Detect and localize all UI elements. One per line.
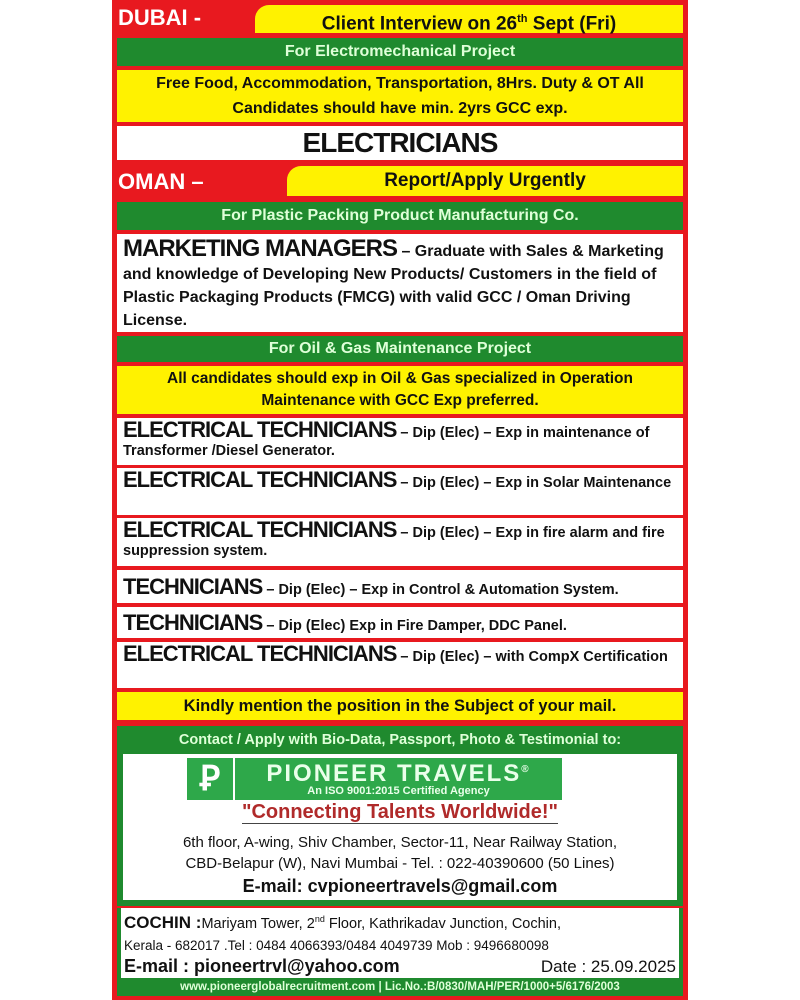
dubai-benefits — [117, 70, 683, 122]
job-row — [117, 570, 683, 603]
registered-mark: ® — [521, 764, 531, 775]
job-desc: – Dip (Elec) – with CompX Certification — [396, 649, 668, 665]
job-desc: – Dip (Elec) – Exp in maintenance of Transformer /Diesel Generator. — [123, 425, 650, 459]
cochin-address-end: Floor, Kathrikadav Junction, Cochin, — [324, 915, 561, 932]
dubai-position: ELECTRICIANS — [117, 126, 683, 160]
benefit-line: Candidates should have min. 2yrs GCC exp. — [232, 100, 568, 117]
oman-project-plastic: For Plastic Packing Product Manufacturing Co. — [117, 202, 683, 230]
job-title: MARKETING MANAGERS — [123, 235, 397, 262]
job-desc: – Dip (Elec) – Exp in Control & Automation System. — [262, 582, 619, 598]
address — [123, 832, 677, 874]
cochin-address: Mariyam Tower, 2 — [201, 915, 315, 932]
date: Date : 25.09.2025 — [540, 956, 676, 976]
logo-text — [235, 758, 562, 800]
job-row — [117, 418, 683, 465]
oman-project-oilgas: For Oil & Gas Maintenance Project — [117, 336, 683, 362]
cochin-box — [117, 908, 683, 996]
oman-headline: Report/Apply Urgently — [287, 166, 683, 196]
cochin-label: COCHIN : — [124, 912, 202, 932]
job-title: ELECTRICAL TECHNICIANS — [123, 641, 397, 666]
cochin-sup: nd — [314, 914, 325, 924]
job-desc: – Graduate with Sales & Marketing and knowledge of Developing New Products/ Customers in the field of Plastic Packaging Products (FMCG) with valid GCC / Oman Driving License. — [123, 243, 664, 329]
job-row — [117, 468, 683, 515]
job-title: ELECTRICAL TECHNICIANS — [123, 467, 397, 492]
contact-heading: Contact / Apply with Bio-Data, Passport, Photo & Testimonial to: — [178, 732, 622, 748]
address-line: 6th floor, A-wing, Shiv Chamber, Sector-11, Near Railway Station, — [182, 834, 618, 851]
benefit-line: Free Food, Accommodation, Transportation, 8Hrs. Duty & OT All — [156, 75, 644, 92]
job-desc: – Dip (Elec) Exp in Fire Damper, DDC Panel. — [262, 618, 567, 634]
job-title: TECHNICIANS — [123, 574, 263, 599]
note-line: All candidates should exp in Oil & Gas specialized in Operation — [167, 370, 633, 387]
oilgas-note — [117, 366, 683, 414]
job-title: ELECTRICAL TECHNICIANS — [123, 417, 397, 442]
job-desc: – Dip (Elec) – Exp in fire alarm and fire suppression system. — [123, 525, 665, 559]
pioneer-logo — [187, 758, 562, 800]
footer-website-license[interactable]: www.pioneerglobalrecruitment.com | Lic.No.:B/0830/MAH/PER/1000+5/6176/2003 — [180, 981, 620, 993]
cochin-details — [121, 908, 679, 978]
headline-end: Sept (Fri) — [527, 13, 617, 35]
tagline: "Connecting Talents Worldwide!" — [241, 801, 558, 823]
job-row — [117, 607, 683, 638]
pioneer-p-icon: Ꝑ — [187, 758, 235, 800]
tagline-wrap — [123, 801, 677, 824]
company-name: PIONEER TRAVELS — [266, 760, 522, 787]
job-title: TECHNICIANS — [123, 610, 263, 635]
email-yahoo[interactable]: E-mail : pioneertrvl@yahoo.com — [124, 955, 400, 976]
contact-details — [123, 754, 677, 900]
contact-box — [117, 726, 683, 906]
iso-text: An ISO 9001:2015 Certified Agency — [307, 785, 490, 797]
email-gmail[interactable]: E-mail: cvpioneertravels@gmail.com — [242, 876, 558, 896]
job-row — [117, 642, 683, 688]
dubai-headline — [255, 5, 683, 33]
job-title: ELECTRICAL TECHNICIANS — [123, 517, 397, 542]
oman-label: OMAN – — [118, 169, 204, 194]
address-line: CBD-Belapur (W), Navi Mumbai - Tel. : 022-40390600 (50 Lines) — [185, 855, 615, 872]
job-desc: – Dip (Elec) – Exp in Solar Maintenance — [396, 475, 672, 491]
job-row — [117, 518, 683, 566]
cochin-phone: Kerala - 682017 .Tel : 0484 4066393/0484 4049739 Mob : 9496680098 — [124, 937, 549, 953]
job-advertisement — [112, 0, 688, 1000]
headline-text: Client Interview on 26 — [321, 13, 518, 35]
headline-sup: th — [517, 13, 528, 25]
subject-note: Kindly mention the position in the Subject of your mail. — [117, 692, 683, 720]
dubai-project: For Electromechanical Project — [117, 38, 683, 66]
dubai-label: DUBAI - — [118, 5, 202, 30]
job-marketing-managers — [117, 234, 683, 332]
note-line: Maintenance with GCC Exp preferred. — [261, 392, 539, 409]
